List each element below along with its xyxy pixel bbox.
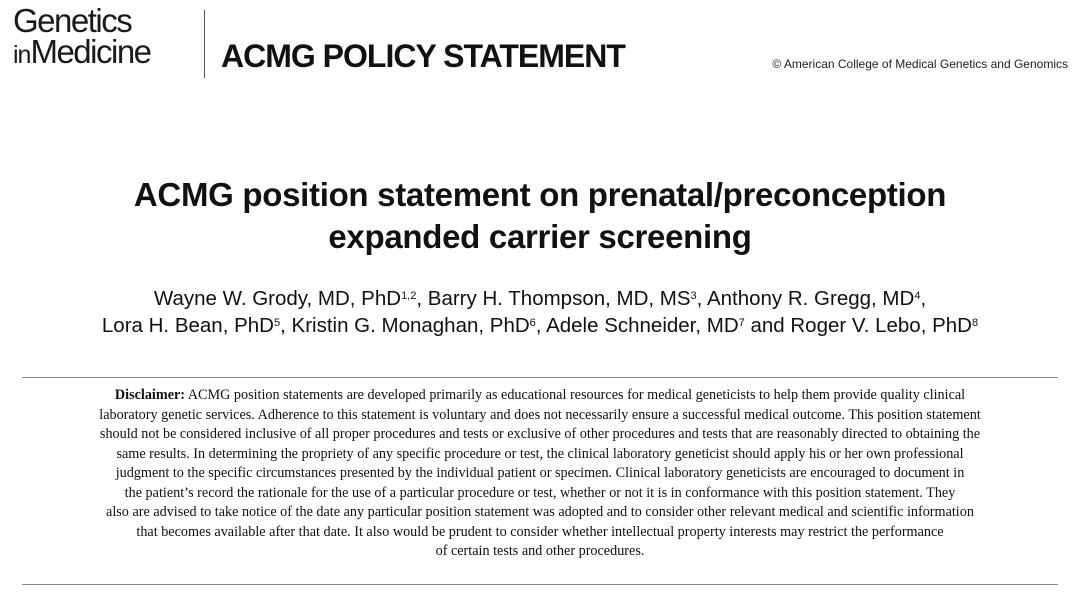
disclaimer-top-rule xyxy=(22,377,1058,378)
author-name: Adele Schneider, MD xyxy=(546,314,739,337)
journal-logo xyxy=(13,2,151,71)
disclaimer-box xyxy=(24,386,1056,562)
logo-prefix: in xyxy=(13,41,31,69)
affiliation-marker: 6 xyxy=(529,317,536,329)
author-name: Anthony R. Gregg, MD xyxy=(706,287,915,310)
page-header xyxy=(0,0,1080,85)
disclaimer-label: Disclaimer: xyxy=(114,387,186,403)
header-divider xyxy=(204,10,205,78)
disclaimer-line xyxy=(24,386,1056,406)
logo-line2 xyxy=(13,33,151,71)
disclaimer-line: of certain tests and other procedures. xyxy=(435,543,645,559)
author-line: Wayne W. Grody, MD, PhD$^{1,2}$, Barry H. Thompson, MD, $MS^3$, Anthony R. Gregg, $MD^4$, xyxy=(153,287,927,310)
disclaimer-line: also are advised to take notice of the date any particular position statement was adopted and to consider other relevant medical and scientific information xyxy=(106,504,974,520)
author-list xyxy=(0,285,1080,339)
author-name: Lora H. Bean, PhD xyxy=(101,314,274,337)
affiliation-marker: 1,2 xyxy=(401,290,417,302)
section-label: ACMG POLICY STATEMENT xyxy=(221,38,625,74)
disclaimer-line: that becomes available after that date. It also would be prudent to consider whether intellectual property interests may restrict the performance xyxy=(136,523,944,540)
affiliation-marker: 4 xyxy=(914,290,921,302)
affiliation-marker: 7 xyxy=(738,317,745,329)
logo-line1: Genetics xyxy=(13,2,132,39)
title-line: expanded carrier screening xyxy=(328,218,752,255)
copyright-notice: © American College of Medical Genetics and Genomics xyxy=(772,57,1068,71)
logo-main: Medicine xyxy=(30,33,151,70)
author-line: Lora H. Bean, PhD$^5$, Kristin G. Monaghan, PhD$^6$, Adele Schneider, $MD^7$ and Roger V. Lebo, PhD$^8$ xyxy=(101,314,979,337)
title-line: ACMG position statement on prenatal/preconception xyxy=(133,176,947,213)
article-title xyxy=(0,174,1080,258)
disclaimer-line: same results. In determining the propriety of any specific procedure or test, the clinical laboratory geneticist should apply his or her own professional xyxy=(116,445,964,462)
disclaimer-bottom-rule xyxy=(22,584,1058,585)
disclaimer-line: the patient’s record the rationale for the use of a particular procedure or test, whether or not it is in conformance with this position statement. They xyxy=(124,484,956,501)
author-name: Wayne W. Grody, MD, PhD xyxy=(153,287,402,310)
affiliation-marker: 8 xyxy=(971,317,979,329)
affiliation-marker: 3 xyxy=(690,290,697,302)
author-name: Roger V. Lebo, PhD xyxy=(790,314,972,337)
affiliation-marker: 5 xyxy=(273,317,281,329)
author-name: Barry H. Thompson, MD, MS xyxy=(427,287,691,310)
disclaimer-line: judgment to the specific circumstances presented by the individual patient or specimen. Clinical laboratory geneticists are encouraged to document in xyxy=(115,465,965,481)
disclaimer-line: should not be considered inclusive of all proper procedures and tests or exclusive of other procedures and tests that are reasonably directed to obtaining the xyxy=(99,426,981,442)
disclaimer-text: ACMG position statements are developed primarily as educational resources for medical geneticists to help them provide quality clinical xyxy=(185,387,966,403)
disclaimer-line: laboratory genetic services. Adherence to this statement is voluntary and does not necessarily ensure a successful medical outcome. This position statement xyxy=(99,406,981,423)
author-name: Kristin G. Monaghan, PhD xyxy=(291,314,530,337)
